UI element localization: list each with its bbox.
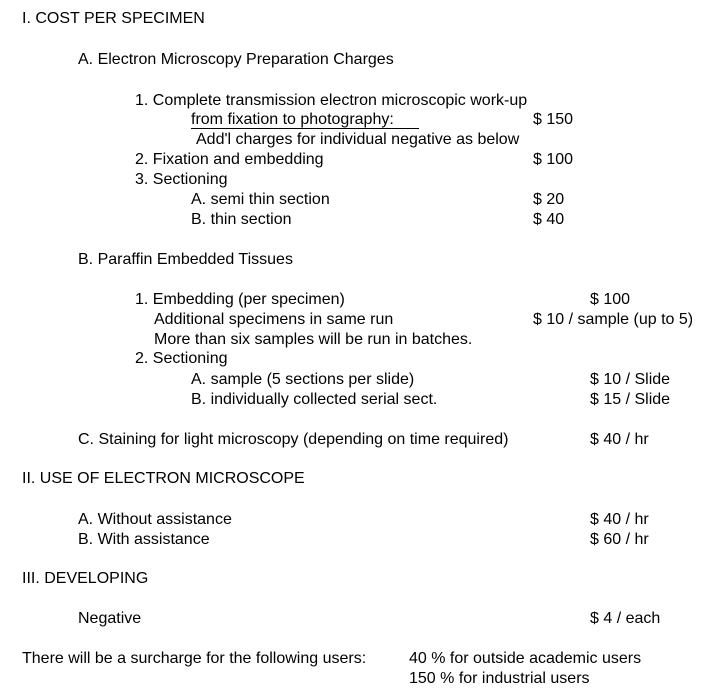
section-2-title: II. USE OF ELECTRON MICROSCOPE — [22, 470, 305, 487]
paraffin-additional-price: $ 10 / sample (up to 5) — [533, 311, 694, 328]
section-1a-title: A. Electron Microscopy Preparation Charges — [78, 51, 394, 68]
em-item-3b-price: $ 40 — [533, 211, 565, 228]
em-without-assistance-label: A. Without assistance — [78, 511, 232, 528]
staining-price: $ 40 / hr — [590, 431, 649, 448]
em-with-assistance-label: B. With assistance — [78, 531, 210, 548]
paraffin-item-2a-price: $ 10 / Slide — [590, 371, 671, 388]
em-without-assistance-price: $ 40 / hr — [590, 511, 649, 528]
em-item-3a-price: $ 20 — [533, 191, 565, 208]
paraffin-item-2a-label: A. sample (5 sections per slide) — [191, 371, 415, 388]
negative-label: Negative — [78, 610, 142, 627]
em-item-1-label: 1. Complete transmission electron microscopic work-up — [135, 92, 528, 109]
em-item-2-label: 2. Fixation and embedding — [135, 151, 324, 168]
surcharge-industrial: 150 % for industrial users — [409, 670, 590, 687]
section-3-title: III. DEVELOPING — [22, 570, 149, 587]
surcharge-academic: 40 % for outside academic users — [409, 650, 642, 667]
underline-rule — [191, 128, 419, 129]
em-with-assistance-price: $ 60 / hr — [590, 531, 649, 548]
em-item-1-label-cont: from fixation to photography: — [191, 111, 394, 128]
em-item-1-price: $ 150 — [533, 111, 574, 128]
staining-label: C. Staining for light microscopy (depending on time required) — [78, 431, 509, 448]
surcharge-intro: There will be a surcharge for the following users: — [22, 650, 367, 667]
paraffin-item-2b-price: $ 15 / Slide — [590, 391, 671, 408]
paraffin-additional-label: Additional specimens in same run — [154, 311, 394, 328]
paraffin-item-2-label: 2. Sectioning — [135, 350, 228, 367]
em-item-3-label: 3. Sectioning — [135, 171, 228, 188]
em-item-2-price: $ 100 — [533, 151, 574, 168]
section-1b-title: B. Paraffin Embedded Tissues — [78, 251, 293, 268]
paraffin-item-2b-label: B. individually collected serial sect. — [191, 391, 438, 408]
paraffin-item-1-price: $ 100 — [590, 291, 631, 308]
paraffin-batch-note: More than six samples will be run in batches. — [154, 331, 473, 348]
em-item-3b-label: B. thin section — [191, 211, 292, 228]
section-1-title: I. COST PER SPECIMEN — [22, 10, 205, 27]
paraffin-item-1-label: 1. Embedding (per specimen) — [135, 291, 345, 308]
em-item-3a-label: A. semi thin section — [191, 191, 330, 208]
em-item-1-note: Add'l charges for individual negative as below — [196, 131, 520, 148]
negative-price: $ 4 / each — [590, 610, 661, 627]
